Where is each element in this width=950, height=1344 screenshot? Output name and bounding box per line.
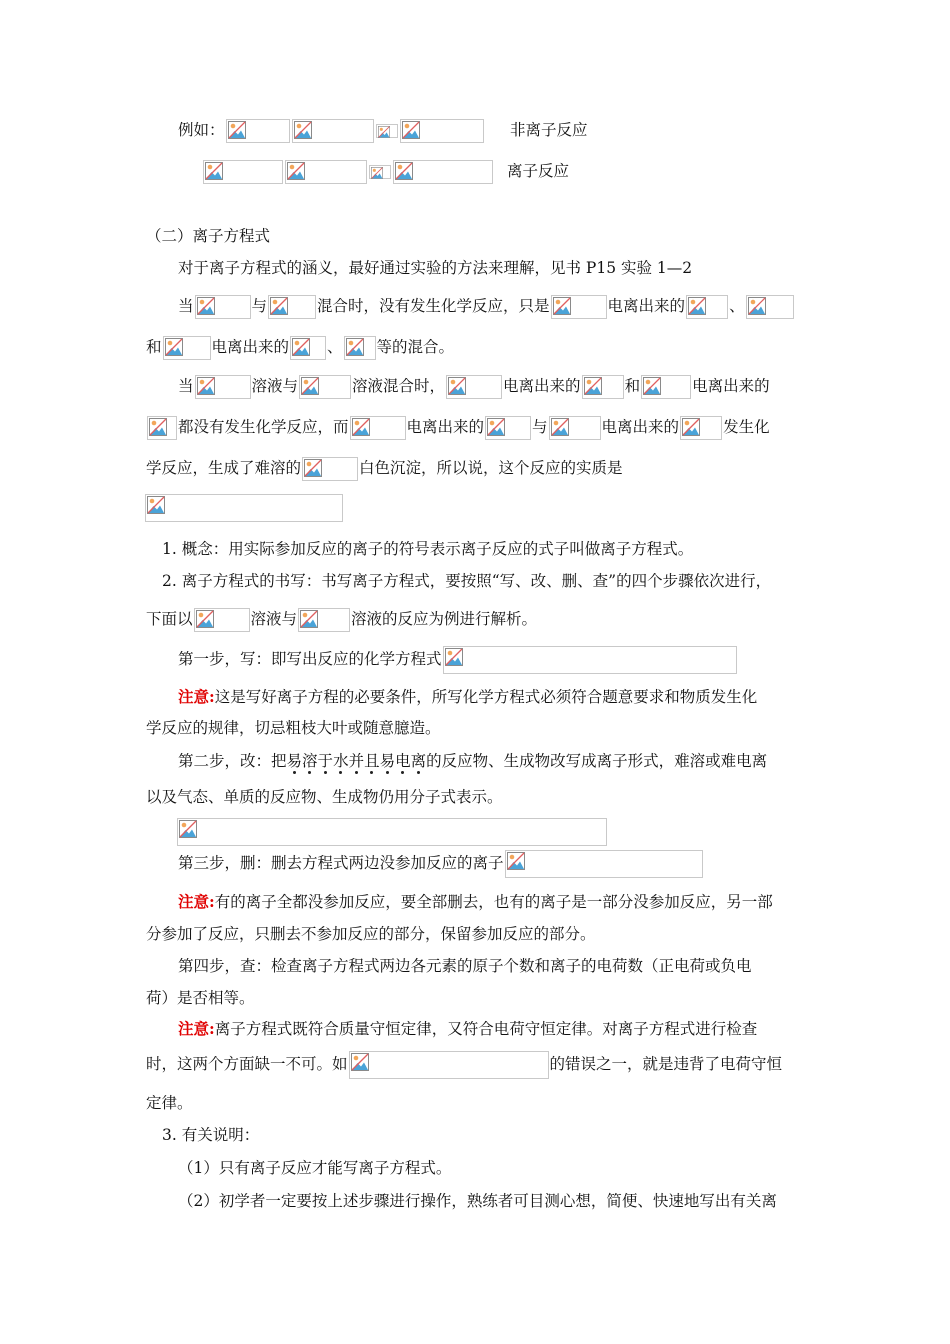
formula-image [582, 375, 624, 399]
emphasis-char: 且 [364, 752, 380, 770]
formula-image [350, 416, 406, 440]
formula-image [485, 416, 531, 440]
item-3-heading: 3. 有关说明： [162, 1126, 260, 1144]
step-2-line-2: 以及气态、单质的反应物、生成物仍用分子式表示。 [146, 788, 503, 806]
step-3 [178, 850, 704, 876]
text: 下面以 [146, 610, 193, 628]
formula-image [299, 375, 351, 399]
note-label: 注意: [178, 1019, 215, 1038]
text: 溶液混合时， [352, 377, 446, 395]
emphasis-dotted-text [287, 752, 427, 770]
text: 都没有发生化学反应，而 [178, 418, 349, 436]
formula-image [344, 336, 376, 360]
text: 离子方程式既符合质量守恒定律，又符合电荷守恒定律。对离子方程式进行检查 [214, 1020, 758, 1038]
formula-image [443, 646, 737, 674]
text: 与 [532, 418, 548, 436]
emphasis-char: 离 [410, 752, 427, 770]
step-4-line-2: 荷）是否相等。 [146, 989, 255, 1007]
formula-image [226, 119, 290, 143]
broken-image-icon [304, 459, 322, 477]
paragraph-2-line-3 [146, 455, 623, 481]
item-2-line-2 [146, 606, 537, 632]
text: 学反应，生成了难溶的 [146, 459, 302, 477]
note-label: 注意: [178, 687, 215, 706]
text: 电离出来的 [503, 377, 581, 395]
formula-image [349, 1051, 549, 1079]
formula-image [290, 336, 326, 360]
text: 、 [327, 338, 343, 356]
broken-image-icon [682, 418, 700, 436]
formula-image [203, 160, 283, 184]
broken-image-icon [179, 820, 197, 838]
formula-image [680, 416, 722, 440]
broken-image-icon [197, 297, 215, 315]
text: 电离出来的 [211, 338, 290, 356]
emphasis-char: 并 [348, 752, 365, 770]
broken-image-icon [551, 418, 569, 436]
broken-image-icon [395, 162, 413, 180]
text: 当 [178, 377, 194, 395]
formula-image [746, 295, 794, 319]
item-2-line-1: 2. 离子方程式的书写：书写离子方程式，要按照“写、改、删、查”的四个步骤依次进行， [162, 572, 772, 590]
text: 有的离子全都没参加反应，要全部删去，也有的离子是一部分没参加反应，另一部 [214, 893, 773, 911]
text: 第三步，删：删去方程式两边没参加反应的离子 [178, 854, 504, 872]
step-4-line-1: 第四步，查：检查离子方程式两边各元素的原子个数和离子的电荷数（正电荷或负电 [178, 957, 752, 975]
broken-image-icon [205, 162, 223, 180]
paragraph-2-line-2 [146, 414, 770, 440]
formula-image [177, 818, 607, 846]
note-1-line-2: 学反应的规律，切忌粗枝大叶或随意臆造。 [146, 719, 441, 737]
formula-image [285, 160, 367, 184]
step-2-line-1 [178, 748, 767, 774]
formula-image [446, 375, 502, 399]
formula-image [268, 295, 316, 319]
broken-image-icon [553, 297, 571, 315]
broken-image-icon [147, 496, 165, 514]
text: 与 [251, 297, 268, 315]
example-label-2: 离子反应 [507, 162, 570, 180]
broken-image-icon [487, 418, 505, 436]
text: 白色沉淀，所以说，这个反应的实质是 [359, 459, 623, 477]
formula-image [163, 336, 211, 360]
broken-image-icon [292, 338, 310, 356]
step-2-answer [176, 818, 608, 844]
note-2-line-2: 分参加了反应，只删去不参加反应的部分，保留参加反应的部分。 [146, 925, 596, 943]
broken-image-icon [643, 377, 661, 395]
text: 电离出来的 [406, 418, 485, 436]
note-3-line-3: 定律。 [146, 1094, 193, 1112]
formula-image [195, 295, 251, 319]
text: 当 [178, 297, 194, 315]
broken-image-icon [402, 121, 420, 139]
broken-image-icon [448, 377, 466, 395]
section-heading: （二）离子方程式 [146, 227, 271, 245]
formula-image [292, 119, 374, 143]
broken-image-icon [270, 297, 288, 315]
text: 混合时，没有发生化学反应，只是 [317, 297, 550, 315]
broken-image-icon [287, 162, 305, 180]
formula-image [549, 416, 601, 440]
broken-image-icon [197, 377, 215, 395]
emphasis-char: 易 [286, 752, 303, 770]
broken-image-icon [584, 377, 602, 395]
note-3-line-1 [178, 1016, 757, 1042]
emphasis-char: 于 [317, 752, 334, 770]
emphasis-char: 电 [395, 752, 411, 770]
text: 第二步，改：把 [178, 752, 287, 770]
text: 电离出来的 [692, 377, 770, 395]
note-1-line-1 [178, 684, 757, 710]
formula-image [302, 457, 358, 481]
broken-image-icon [149, 418, 167, 436]
broken-image-icon [165, 338, 183, 356]
item-1-concept: 1. 概念：用实际参加反应的离子的符号表示离子反应的式子叫做离子方程式。 [162, 540, 694, 558]
text: 第一步，写：即写出反应的化学方程式 [178, 650, 442, 668]
broken-image-icon [748, 297, 766, 315]
text: 时，这两个方面缺一不可。如 [146, 1055, 348, 1073]
text: 、 [729, 297, 745, 315]
step-1 [178, 646, 738, 672]
paragraph-1-line-1 [178, 293, 795, 319]
arrow-image [369, 165, 391, 179]
broken-image-icon [294, 121, 312, 139]
text: 溶液与 [250, 610, 298, 628]
text: 发生化 [723, 418, 770, 436]
text: 电离出来的 [601, 418, 680, 436]
item-3-sub-1: （1）只有离子反应才能写离子方程式。 [178, 1159, 452, 1177]
text: 的反应物、生成物改写成离子形式，难溶或难电离 [426, 752, 768, 770]
broken-image-icon [378, 126, 390, 138]
paragraph-2-line-1 [178, 373, 770, 399]
formula-image [641, 375, 691, 399]
text: 和 [624, 377, 641, 395]
formula-image [147, 416, 177, 440]
broken-image-icon [507, 852, 525, 870]
broken-image-icon [445, 648, 463, 666]
item-3-sub-2: （2）初学者一定要按上述步骤进行操作，熟练者可目测心想，简便、快速地写出有关离 [178, 1192, 777, 1210]
note-label: 注意: [178, 892, 215, 911]
formula-image [145, 494, 343, 522]
formula-image [393, 160, 493, 184]
broken-image-icon [228, 121, 246, 139]
formula-image [195, 375, 251, 399]
text: 溶液的反应为例进行解析。 [351, 610, 538, 628]
arrow-image [376, 124, 398, 138]
emphasis-char: 易 [379, 752, 396, 770]
broken-image-icon [196, 610, 214, 628]
emphasis-char: 溶 [302, 752, 318, 770]
section-intro: 对于离子方程式的涵义，最好通过实验的方法来理解，见书 P15 实验 1—2 [178, 259, 693, 277]
formula-image [551, 295, 607, 319]
text: 等的混合。 [376, 338, 455, 356]
broken-image-icon [688, 297, 706, 315]
text: 电离出来的 [607, 297, 686, 315]
formula-image [194, 608, 250, 632]
text: 这是写好离子方程的必要条件，所写化学方程式必须符合题意要求和物质发生化 [214, 688, 758, 706]
formula-image [686, 295, 728, 319]
formula-image [400, 119, 484, 143]
note-3-line-2 [146, 1051, 782, 1077]
formula-image [505, 850, 703, 878]
note-2-line-1 [178, 889, 773, 915]
text: 的错误之一，就是违背了电荷守恒 [549, 1055, 783, 1073]
broken-image-icon [352, 418, 370, 436]
broken-image-icon [351, 1053, 369, 1071]
example-prefix: 例如： [178, 121, 225, 139]
text: 溶液与 [251, 377, 299, 395]
text: 和 [146, 338, 162, 356]
example-row-1 [178, 117, 485, 143]
broken-image-icon [346, 338, 364, 356]
broken-image-icon [301, 377, 319, 395]
example-label-1: 非离子反应 [510, 121, 588, 139]
formula-image [298, 608, 350, 632]
paragraph-2-answer [144, 494, 344, 520]
broken-image-icon [371, 167, 383, 179]
example-row-2 [202, 158, 494, 184]
broken-image-icon [300, 610, 318, 628]
paragraph-1-line-2 [146, 334, 454, 360]
emphasis-char: 水 [333, 752, 349, 770]
